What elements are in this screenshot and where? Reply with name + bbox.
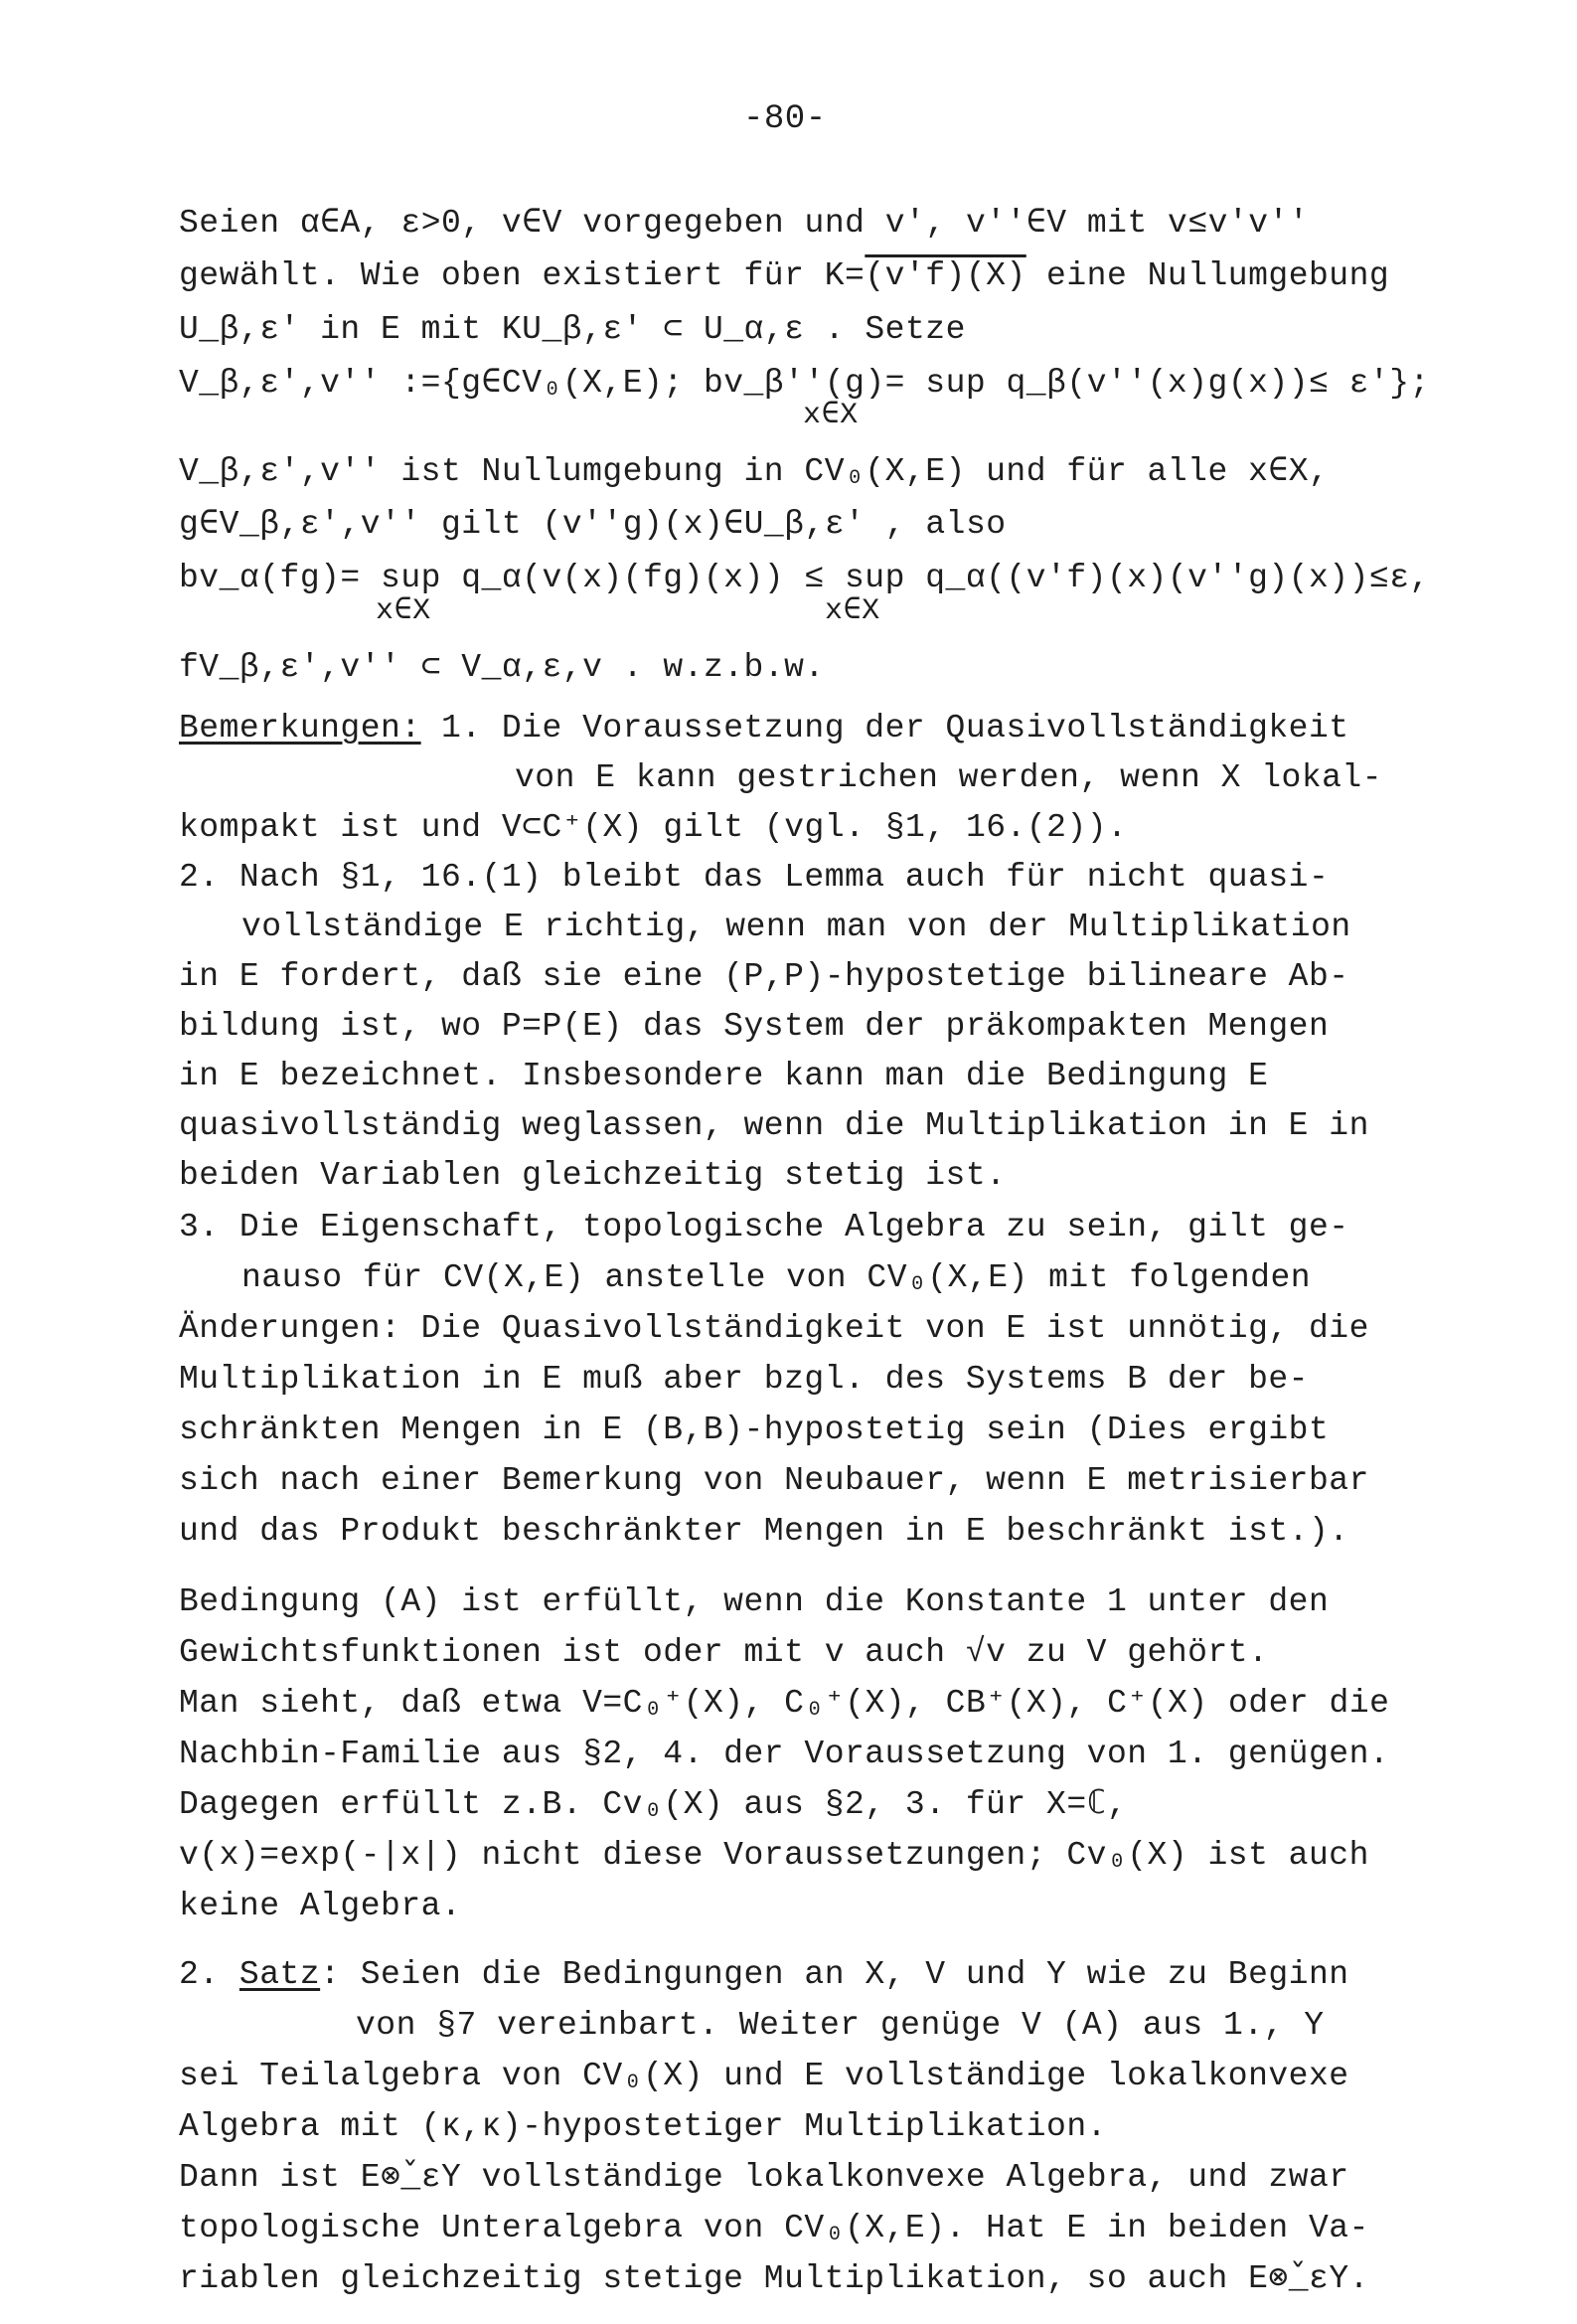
text-line: sei Teilalgebra von CV₀(X) und E vollständige lokalkonvexe [179, 2058, 1349, 2094]
text-line: Man sieht, daß etwa V=C₀⁺(X), C₀⁺(X), CB⁺(X), C⁺(X) oder die [179, 1685, 1390, 1722]
text-line: nauso für CV(X,E) anstelle von CV₀(X,E) mit folgenden [241, 1259, 1312, 1296]
text-line: vollständige E richtig, wenn man von der Multiplikation [241, 909, 1351, 945]
text-line: Bedingung (A) ist erfüllt, wenn die Konstante 1 unter den [179, 1583, 1330, 1620]
text-line: Dann ist E⊗̌_εY vollständige lokalkonvexe Algebra, und zwar [179, 2159, 1349, 2196]
theorem-heading: Satz [238, 1956, 321, 1993]
text-span: gewählt. Wie oben existiert für K= [179, 257, 866, 294]
text-line: 3. Die Eigenschaft, topologische Algebra zu sein, gilt ge- [179, 1209, 1349, 1245]
text-line: topologische Unteralgebra von CV₀(X,E). Hat E in beiden Va- [179, 2210, 1369, 2246]
text-line [179, 256, 1389, 296]
text-line: sich nach einer Bemerkung von Neubauer, wenn E metrisierbar [179, 1462, 1369, 1499]
text-line: schränkten Mengen in E (B,B)-hypostetig sein (Dies ergibt [179, 1411, 1330, 1448]
text-line: in E bezeichnet. Insbesondere kann man die Bedingung E [179, 1058, 1269, 1094]
text-line: beiden Variablen gleichzeitig stetig ist. [179, 1157, 1007, 1194]
text-line: V_β,ε',v'' :={g∈CV₀(X,E); bv_β''(g)= sup q_β(v''(x)g(x))≤ ε'}; [179, 365, 1430, 402]
text-line: Gewichtsfunktionen ist oder mit v auch √v zu V gehört. [179, 1634, 1269, 1671]
text-line: keine Algebra. [179, 1888, 462, 1924]
text-line: v(x)=exp(-|x|) nicht diese Voraussetzungen; Cv₀(X) ist auch [179, 1837, 1369, 1874]
text-line: V_β,ε',v'' ist Nullumgebung in CV₀(X,E) und für alle x∈X, [179, 453, 1330, 490]
text-line: U_β,ε' in E mit KU_β,ε' ⊂ U_α,ε . Setze [179, 311, 966, 348]
text-span: 1. Die Voraussetzung der Quasivollständigkeit [420, 710, 1349, 747]
text-span: eine Nullumgebung [1025, 257, 1390, 294]
text-line: bildung ist, wo P=P(E) das System der präkompakten Mengen [179, 1008, 1330, 1045]
text-span: : Seien die Bedingungen an X, V und Y wie zu Beginn [320, 1956, 1349, 1993]
text-line: in E fordert, daß sie eine (P,P)-hypostetige bilineare Ab- [179, 958, 1349, 995]
text-line [179, 1955, 1349, 1995]
section-heading: Bemerkungen: [179, 710, 421, 747]
text-line: 2. Nach §1, 16.(1) bleibt das Lemma auch für nicht quasi- [179, 859, 1330, 896]
page-number: -80- [743, 100, 827, 138]
text-span: 2. [179, 1956, 239, 1993]
text-line: Nachbin-Familie aus §2, 4. der Voraussetzung von 1. genügen. [179, 1736, 1390, 1772]
subscript-line: x∈X [376, 594, 431, 628]
text-line: Dagegen erfüllt z.B. Cv₀(X) aus §2, 3. für X=ℂ, [179, 1786, 1128, 1823]
text-line: fV_β,ε',v'' ⊂ V_α,ε,v . w.z.b.w. [179, 649, 825, 686]
text-line: Algebra mit (κ,κ)-hypostetiger Multiplikation. [179, 2108, 1107, 2145]
text-line: Änderungen: Die Quasivollständigkeit von E ist unnötig, die [179, 1310, 1369, 1347]
subscript-line: x∈X [825, 594, 880, 628]
text-line: von §7 vereinbart. Weiter genüge V (A) aus 1., Y [356, 2007, 1325, 2044]
text-line: kompakt ist und V⊂C⁺(X) gilt (vgl. §1, 16.(2)). [179, 809, 1128, 846]
text-line: riablen gleichzeitig stetige Multiplikation, so auch E⊗̌_εY. [179, 2260, 1369, 2297]
closure-text: (v'f)(X) [865, 257, 1026, 294]
text-line [179, 709, 1349, 748]
subscript-line: x∈X [803, 399, 859, 432]
text-line: Seien α∈A, ε>0, v∈V vorgegeben und v', v''∈V mit v≤v'v'' [179, 205, 1310, 242]
text-line: von E kann gestrichen werden, wenn X lokal- [515, 759, 1383, 796]
text-line: bv_α(fg)= sup q_α(v(x)(fg)(x)) ≤ sup q_α((v'f)(x)(v''g)(x))≤ε, [179, 560, 1430, 596]
text-line: quasivollständig weglassen, wenn die Multiplikation in E in [179, 1107, 1369, 1144]
text-line: g∈V_β,ε',v'' gilt (v''g)(x)∈U_β,ε' , also [179, 506, 1007, 543]
text-line: Multiplikation in E muß aber bzgl. des Systems B der be- [179, 1361, 1309, 1398]
text-line: und das Produkt beschränkter Mengen in E beschränkt ist.). [179, 1513, 1349, 1550]
